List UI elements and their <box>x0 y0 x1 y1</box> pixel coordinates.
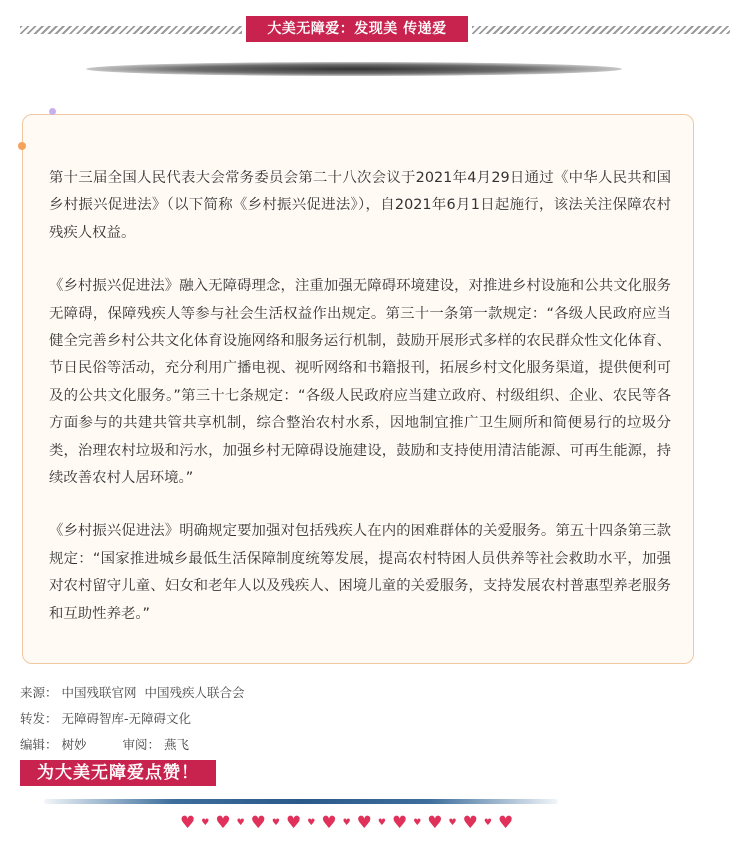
heart-icon: ♥ <box>271 818 280 828</box>
header-banner <box>20 14 730 44</box>
heart-icon: ♥ <box>413 818 422 828</box>
source-line <box>20 682 249 708</box>
heart-icon: ♥ <box>391 813 408 833</box>
heart-icon: ♥ <box>307 818 316 828</box>
source-name-1: 中国残联官网 <box>61 685 137 700</box>
credits <box>20 682 249 760</box>
cheer-banner: 为大美无障爱点赞！ <box>20 760 216 786</box>
reviewer-label: 审阅： <box>122 737 161 752</box>
purple-dot-decoration <box>49 108 56 115</box>
heart-icon: ♥ <box>250 813 266 833</box>
heart-icon: ♥ <box>201 818 210 828</box>
left-stripe-divider <box>20 26 242 34</box>
heart-icon: ♥ <box>342 818 351 828</box>
article-body <box>49 165 671 654</box>
hearts-row <box>180 812 540 834</box>
heart-icon: ♥ <box>377 818 386 828</box>
heart-icon: ♥ <box>236 818 245 828</box>
heart-icon: ♥ <box>462 813 478 833</box>
reviewer-name: 燕飞 <box>164 737 190 752</box>
article-paragraph-1: 第十三届全国人民代表大会常务委员会第二十八次会议于2021年4月29日通过《中华人民共和国乡村振兴促进法》（以下简称《乡村振兴促进法》），自2021年6月1日起施行，该法关注保障农村残疾人权益。 <box>49 170 671 241</box>
heart-icon: ♥ <box>448 818 457 828</box>
article-paragraph-3: 《乡村振兴促进法》明确规定要加强对包括残疾人在内的困难群体的关爱服务。第五十四条第三款规定：“国家推进城乡最低生活保障制度统筹发展，提高农村特困人员供养等社会救助水平，加强对农村留守儿童、妇女和老年人以及残疾人、困境儿童的关爱服务，支持发展农村普惠型养老服务和互助性养老。” <box>49 523 671 622</box>
article-paragraph-2: 《乡村振兴促进法》融入无障碍理念，注重加强无障碍环境建设，对推进乡村设施和公共文化服务无障碍，保障残疾人等参与社会生活权益作出规定。第三十一条第一款规定：“各级人民政府应当健全完善乡村公共文化体育设施网络和服务运行机制，鼓励开展形式多样的农民群众性文化体育、节日民俗等活动，充分利用广播电视、视听网络和书籍报刊，拓展乡村文化服务渠道，提供便利可及的公共文化服务。”第三十七条规定：“各级人民政府应当建立政府、村级组织、企业、农民等各方面参与的共建共管共享机制，综合整治农村水系，因地制宜推广卫生厕所和简便易行的垃圾分类，治理农村垃圾和污水，加强乡村无障碍设施建设，鼓励和支持使用清洁能源、可再生能源，持续改善农村人居环境。” <box>49 278 671 487</box>
editor-line <box>20 734 249 760</box>
editor-name: 树妙 <box>61 737 87 752</box>
repost-name: 无障碍智库-无障碍文化 <box>61 711 192 726</box>
heart-icon: ♥ <box>497 813 514 833</box>
heart-icon: ♥ <box>321 813 337 833</box>
heart-icon: ♥ <box>180 813 196 833</box>
heart-icon: ♥ <box>427 813 443 833</box>
banner-title: 大美无障爱：发现美 传递爱 <box>246 16 468 42</box>
editor-label: 编辑： <box>20 737 58 752</box>
blue-divider-line <box>44 799 558 804</box>
orange-dot-decoration <box>18 142 26 150</box>
source-name-2: 中国残疾人联合会 <box>144 685 245 700</box>
heart-icon: ♥ <box>215 813 231 833</box>
repost-line <box>20 708 249 734</box>
heart-icon: ♥ <box>356 813 372 833</box>
source-label: 来源： <box>20 685 58 700</box>
brush-stroke-divider <box>86 62 622 76</box>
right-stripe-divider <box>472 26 730 34</box>
heart-icon: ♥ <box>483 818 492 828</box>
heart-icon: ♥ <box>285 813 302 833</box>
article-card <box>22 114 694 664</box>
repost-label: 转发： <box>20 711 58 726</box>
